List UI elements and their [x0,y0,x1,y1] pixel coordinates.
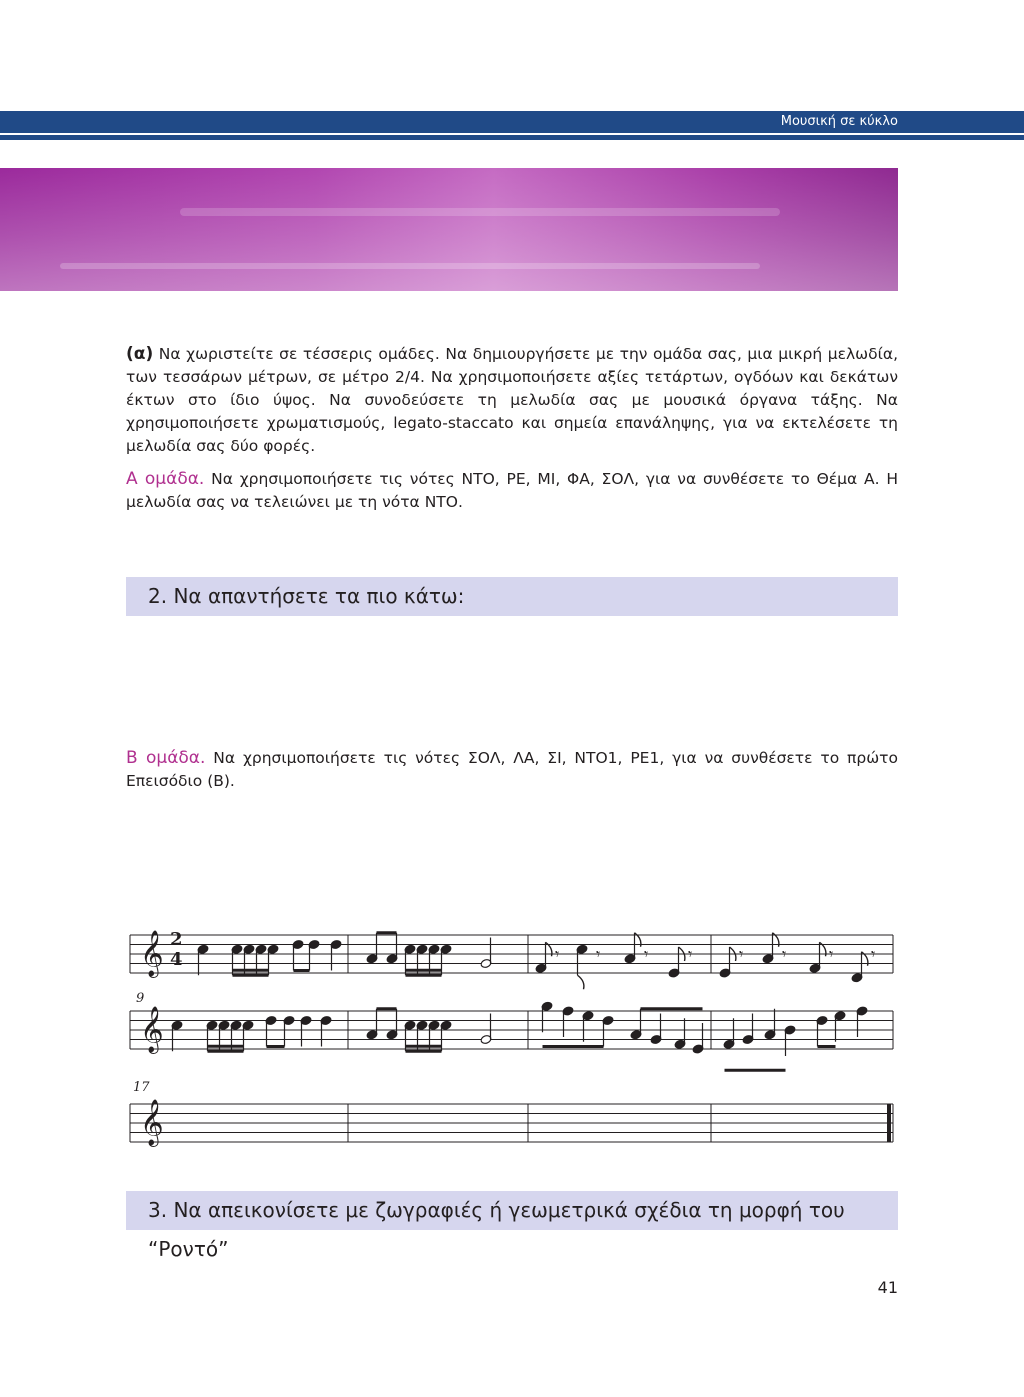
eighth-rest: 𝄾 [871,944,876,964]
eighth-rest: 𝄾 [596,944,601,964]
question-2-text: 2. Να απαντήσετε τα πιο κάτω: [148,584,465,608]
question-3-text: 3. Να απεικονίσετε με ζωγραφιές ή γεωμετρικά σχέδια τη μορφή του “Ροντό” [148,1198,845,1261]
time-signature-top: 2 [170,929,183,950]
system-number-9: 9 [136,991,145,1006]
group-a-label: Α ομάδα. [126,469,205,489]
note-flag [578,975,584,989]
eighth-rest: 𝄾 [739,944,744,964]
group-a-text: Να χρησιμοποιήσετε τις νότες ΝΤΟ, ΡΕ, ΜΙ, ΦΑ, ΣΟΛ, για να συνθέσετε το Θέμα Α. Η μελωδία σας να τελειώνει με τη νότα ΝΤΟ. [126,470,898,511]
group-b-label: Β ομάδα. [126,748,206,768]
treble-clef: 𝄞 [140,1006,164,1053]
page-number: 41 [877,1278,898,1297]
eighth-rest: 𝄾 [688,944,693,964]
treble-clef: 𝄞 [140,1099,164,1146]
eighth-rest: 𝄾 [644,944,649,964]
notes [171,933,875,1071]
eighth-rest: 𝄾 [829,944,834,964]
treble-clef: 𝄞 [140,930,164,977]
eighth-rest: 𝄾 [555,944,560,964]
group-b-text: Να χρησιμοποιήσετε τις νότες ΣΟΛ, ΛΑ, ΣΙ, ΝΤΟ1, ΡΕ1, για να συνθέσετε το πρώτο Επεισόδιο (Β). [126,749,898,790]
system-number-17: 17 [133,1080,150,1095]
question-3-box [126,1191,898,1261]
exercise-a-text: Να χωριστείτε σε τέσσερις ομάδες. Να δημιουργήσετε με την ομάδα σας, μια μικρή μελωδία, των τεσσάρων μέτρων, σε μέτρο 2/4. Να χρησιμοποιήσετε αξίες τετάρτων, ογδόων και δεκάτων έκτων στο ίδιο ύψος. Να συνοδεύσετε τη μελωδία σας με μουσικά όργανα τάξης. Να χρησιμοποιήσετε χρωματισμούς, legato-staccato και σημεία επανάληψης, για να εκτελέσετε τη μελωδία σας δύο φορές. [126,345,898,455]
time-signature-bottom: 4 [170,949,183,970]
eighth-rest: 𝄾 [782,944,787,964]
exercise-a-label: (α) [126,344,154,364]
header-title: Μουσική σε κύκλο [780,114,898,129]
